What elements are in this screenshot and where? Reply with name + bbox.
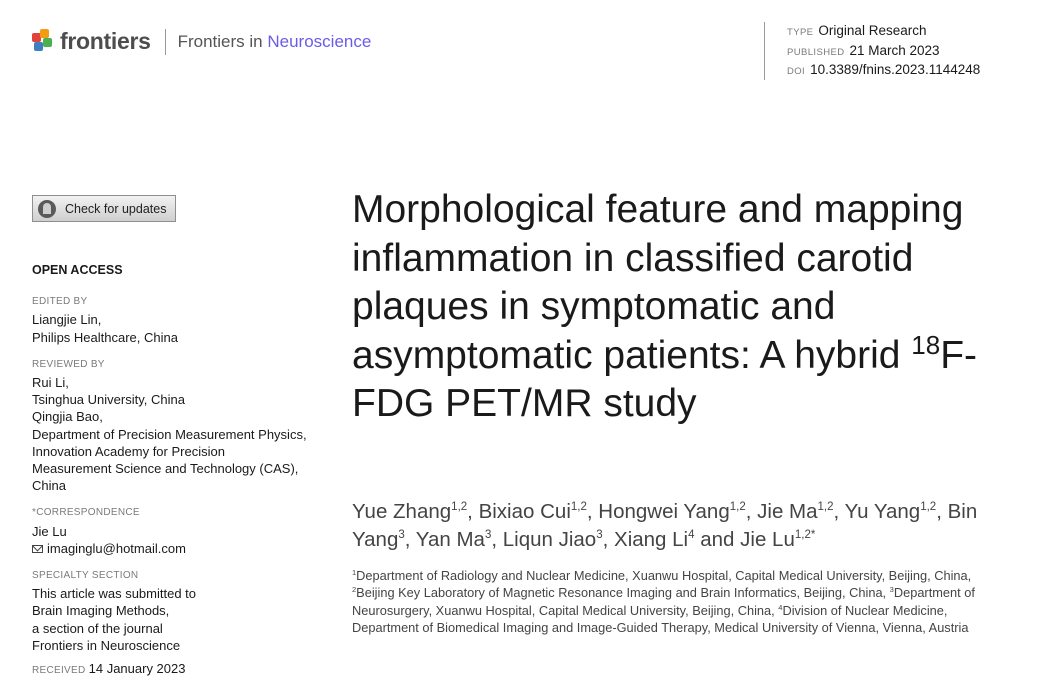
meta-type (787, 22, 980, 42)
author-name[interactable]: Liqun Jiao (502, 528, 597, 551)
correspondence-email-row (32, 540, 332, 557)
affiliation-text: Department of Neurosurgery, Xuanwu Hospital, Capital Medical University, Beijing, China, (352, 585, 975, 618)
received-label: RECEIVED (32, 665, 86, 677)
article-meta (764, 22, 980, 80)
editor-affiliation: Philips Healthcare, China (32, 329, 178, 345)
author-affiliation-ref: 1,2* (794, 529, 816, 541)
author-separator: , (602, 528, 615, 551)
specialty-line: a section of the journal (32, 620, 163, 636)
author-separator: , (467, 500, 479, 523)
affiliation-number: 3 (889, 585, 894, 595)
author-name[interactable]: Jie Lu (740, 528, 795, 551)
affiliation-text: Beijing Key Laboratory of Magnetic Resonance Imaging and Brain Informatics, Beijing, China, (356, 585, 890, 601)
frontiers-logo-icon (32, 29, 54, 55)
author-separator: , (404, 528, 416, 551)
journal-title: Neuroscience (267, 31, 372, 51)
author-list (352, 498, 1012, 554)
reviewer-line: Innovation Academy for Precision (32, 443, 225, 459)
article-sidebar (32, 262, 332, 680)
meta-published-value: 21 March 2023 (849, 42, 940, 58)
meta-doi (787, 61, 980, 81)
author-separator: , (491, 528, 503, 551)
meta-published (787, 42, 980, 62)
author-affiliation-ref: 4 (688, 529, 695, 541)
author-name[interactable]: Jie Ma (757, 500, 818, 523)
specialty-line: This article was submitted to (32, 586, 197, 602)
reviewer-line: China (32, 478, 66, 494)
affiliation-text: Division of Nuclear Medicine, Department of Biomedical Imaging and Image-Guided Therapy, Medical University of Vienna, Vienna, Austria (352, 602, 969, 635)
author-separator: and (694, 528, 741, 551)
specialty-line: Brain Imaging Methods, (32, 603, 170, 619)
correspondence-label: *CORRESPONDENCE (32, 507, 140, 519)
author-affiliation-ref: 1,2 (729, 501, 746, 513)
author-affiliation-ref: 1,2 (920, 501, 937, 513)
correspondence-name: Jie Lu (32, 523, 67, 539)
meta-doi-label: DOI (787, 66, 806, 77)
frontiers-logo[interactable] (32, 28, 371, 55)
brand-name: frontiers (60, 28, 151, 54)
author-affiliation-ref: 1,2 (817, 501, 834, 513)
author-name[interactable]: Bin Yang (352, 500, 978, 551)
logo-divider (165, 29, 166, 55)
reviewer-line: Department of Precision Measurement Physics, (32, 426, 307, 442)
affiliation-number: 4 (778, 602, 783, 612)
meta-type-value: Original Research (818, 23, 927, 38)
affiliation-number: 1 (352, 568, 357, 577)
reviewer-line: Tsinghua University, China (32, 392, 185, 408)
author-name[interactable]: Yu Yang (844, 500, 921, 523)
editor-name: Liangjie Lin, (32, 312, 102, 328)
author-separator: , (936, 500, 948, 523)
reviewer-line: Measurement Science and Technology (CAS), (32, 461, 299, 477)
edited-by-label: EDITED BY (32, 296, 88, 308)
title-main: Morphological feature and mapping inflammation in classified carotid plaques in symptomatic and asymptomatic patients: A hybrid (352, 188, 964, 377)
correspondence-email-link[interactable]: imaginglu@hotmail.com (47, 540, 186, 556)
reviewer-line: Qingjia Bao, (32, 409, 103, 425)
reviewer-line: Rui Li, (32, 375, 69, 391)
affiliation-text: Department of Radiology and Nuclear Medicine, Xuanwu Hospital, Capital Medical University, Beijing, China, (356, 568, 972, 583)
author-affiliation-ref: 1,2 (570, 501, 587, 513)
author-separator: , (586, 500, 599, 523)
doi-link[interactable]: 10.3389/fnins.2023.1144248 (810, 62, 981, 77)
author-affiliation-ref: 3 (398, 529, 405, 541)
title-tail: F-FDG PET/MR study (352, 333, 978, 425)
author-separator: , (745, 500, 758, 523)
affiliation-list (352, 567, 1002, 636)
article-title (352, 186, 992, 429)
open-access-label: OPEN ACCESS (32, 263, 123, 277)
received-row (32, 660, 332, 679)
title-superscript: 18 (911, 329, 941, 360)
affiliation-number: 2 (352, 585, 357, 595)
author-affiliation-ref: 3 (596, 529, 603, 541)
meta-published-label: PUBLISHED (787, 46, 845, 58)
journal-prefix: Frontiers in (177, 31, 263, 51)
journal-name[interactable] (178, 32, 372, 52)
check-for-updates-label: Check for updates (65, 201, 167, 216)
author-separator: , (833, 500, 845, 523)
meta-type-label: TYPE (787, 27, 814, 38)
author-affiliation-ref: 3 (484, 529, 492, 541)
specialty-section-label: SPECIALTY SECTION (32, 570, 139, 582)
specialty-line: Frontiers in Neuroscience (32, 637, 181, 653)
reviewed-by-label: REVIEWED BY (32, 358, 105, 370)
author-name[interactable]: Hongwei Yang (598, 500, 730, 523)
check-for-updates-button[interactable] (32, 195, 176, 222)
check-updates-icon (38, 200, 56, 218)
received-date: 14 January 2023 (88, 661, 186, 677)
email-icon (32, 545, 43, 553)
author-name[interactable]: Bixiao Cui (478, 500, 571, 523)
author-name[interactable]: Yue Zhang (352, 500, 452, 523)
author-affiliation-ref: 1,2 (451, 501, 468, 513)
author-name[interactable]: Xiang Li (614, 528, 689, 551)
author-name[interactable]: Yan Ma (415, 528, 485, 551)
